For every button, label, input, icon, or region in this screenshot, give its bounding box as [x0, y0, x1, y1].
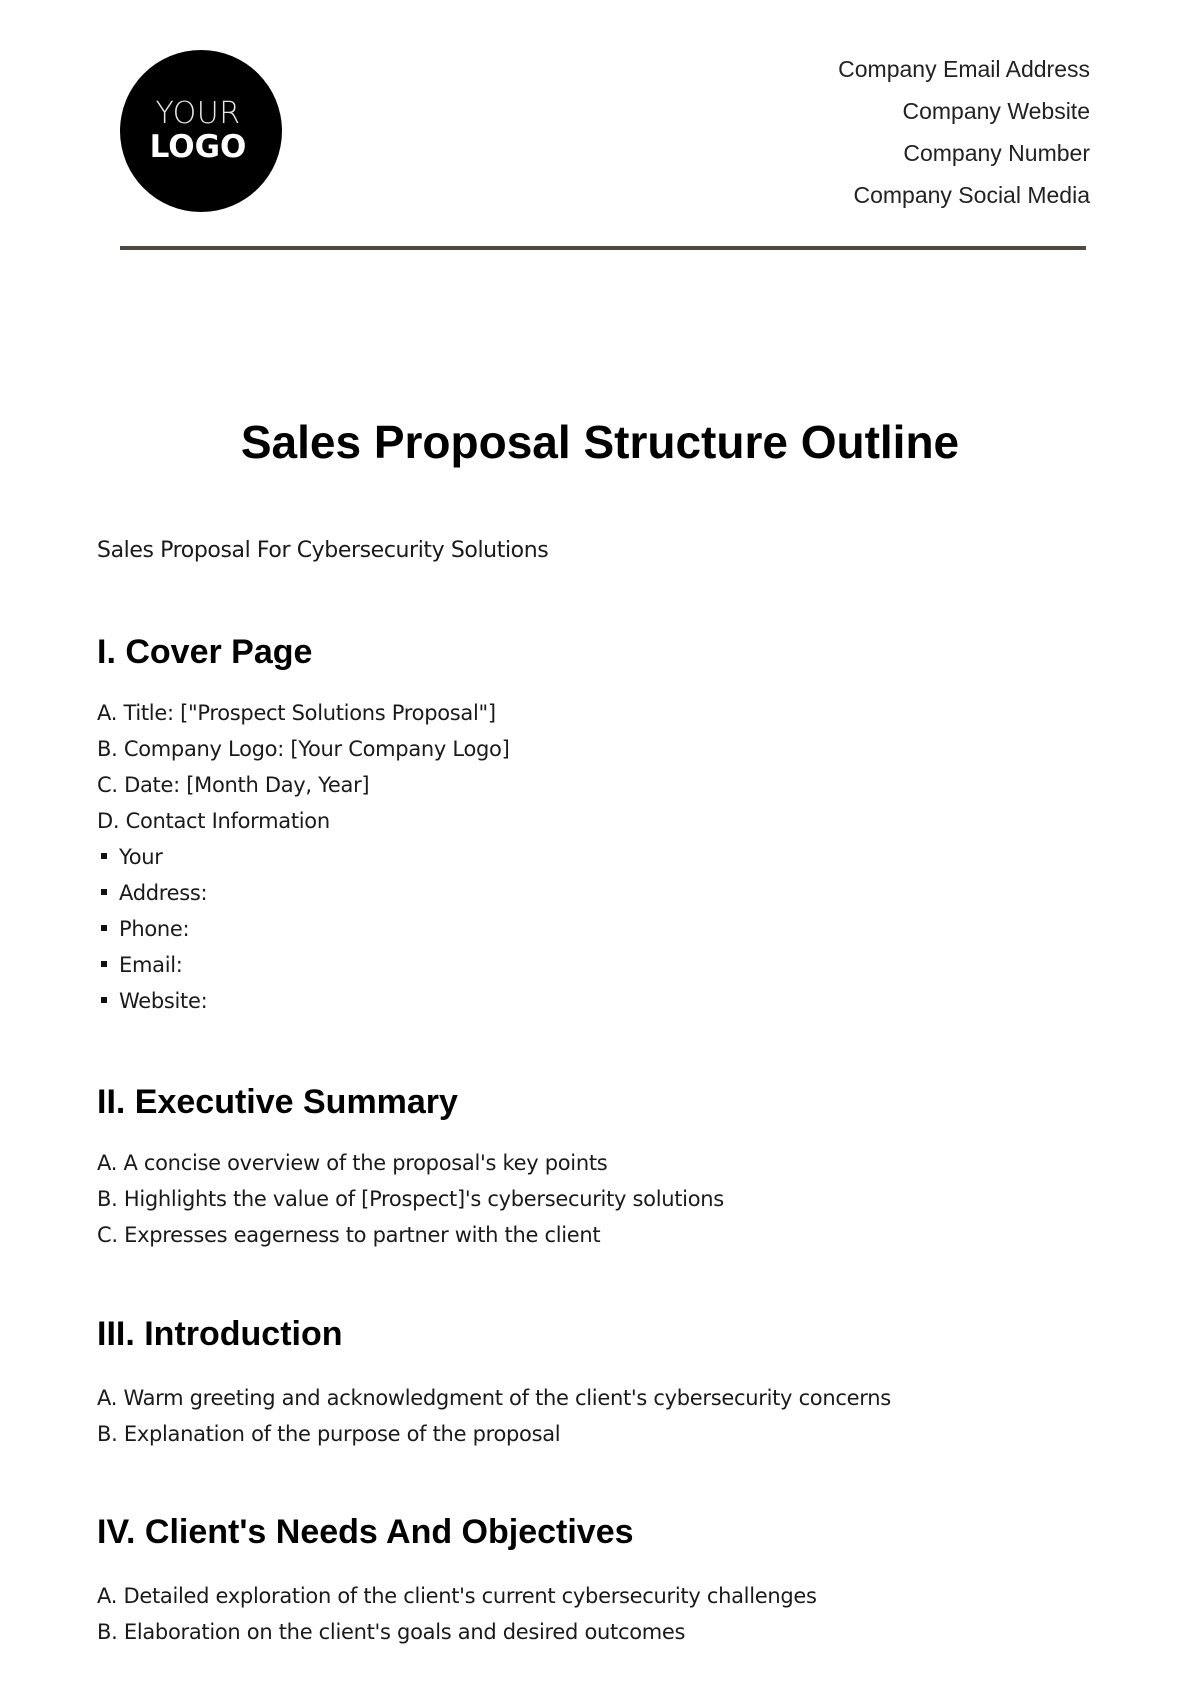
company-social-media: Company Social Media — [853, 182, 1090, 208]
list-item: B. Elaboration on the client's goals and desired outcomes — [97, 1620, 686, 1644]
bullet-item: Website: — [97, 983, 509, 1019]
section-heading-executive-summary: II. Executive Summary — [97, 1083, 458, 1121]
document-subtitle: Sales Proposal For Cybersecurity Solutions — [97, 538, 549, 563]
list-item: A. Warm greeting and acknowledgment of the client's cybersecurity concerns — [97, 1386, 891, 1410]
cover-page-list — [97, 695, 509, 1019]
header-divider — [120, 246, 1086, 250]
company-email: Company Email Address — [838, 56, 1090, 82]
bullet-item: Address: — [97, 875, 509, 911]
introduction-list — [97, 1380, 891, 1452]
document-title: Sales Proposal Structure Outline — [240, 416, 960, 468]
list-item: A. Title: ["Prospect Solutions Proposal"] — [97, 701, 496, 725]
list-item: D. Contact Information — [97, 809, 330, 833]
section-heading-introduction: III. Introduction — [97, 1315, 343, 1353]
list-item: C. Date: [Month Day, Year] — [97, 773, 370, 797]
company-website: Company Website — [902, 98, 1090, 124]
bullet-item: Email: — [97, 947, 509, 983]
bullet-item: Your — [97, 839, 509, 875]
section-heading-cover-page: I. Cover Page — [97, 633, 313, 671]
list-item: B. Company Logo: [Your Company Logo] — [97, 737, 510, 761]
list-item: C. Expresses eagerness to partner with the client — [97, 1223, 601, 1247]
company-number: Company Number — [903, 140, 1090, 166]
logo-line-1: YOUR — [155, 96, 241, 131]
list-item: B. Explanation of the purpose of the proposal — [97, 1422, 561, 1446]
section-heading-client-needs: IV. Client's Needs And Objectives — [97, 1513, 634, 1551]
company-logo — [120, 50, 282, 212]
bullet-item: Phone: — [97, 911, 509, 947]
executive-summary-list — [97, 1145, 724, 1253]
list-item: B. Highlights the value of [Prospect]'s cybersecurity solutions — [97, 1187, 724, 1211]
client-needs-list — [97, 1578, 817, 1650]
list-item: A. Detailed exploration of the client's current cybersecurity challenges — [97, 1584, 817, 1608]
logo-line-2: LOGO — [149, 129, 247, 165]
list-item: A. A concise overview of the proposal's key points — [97, 1151, 608, 1175]
company-contact-block — [838, 52, 1090, 220]
